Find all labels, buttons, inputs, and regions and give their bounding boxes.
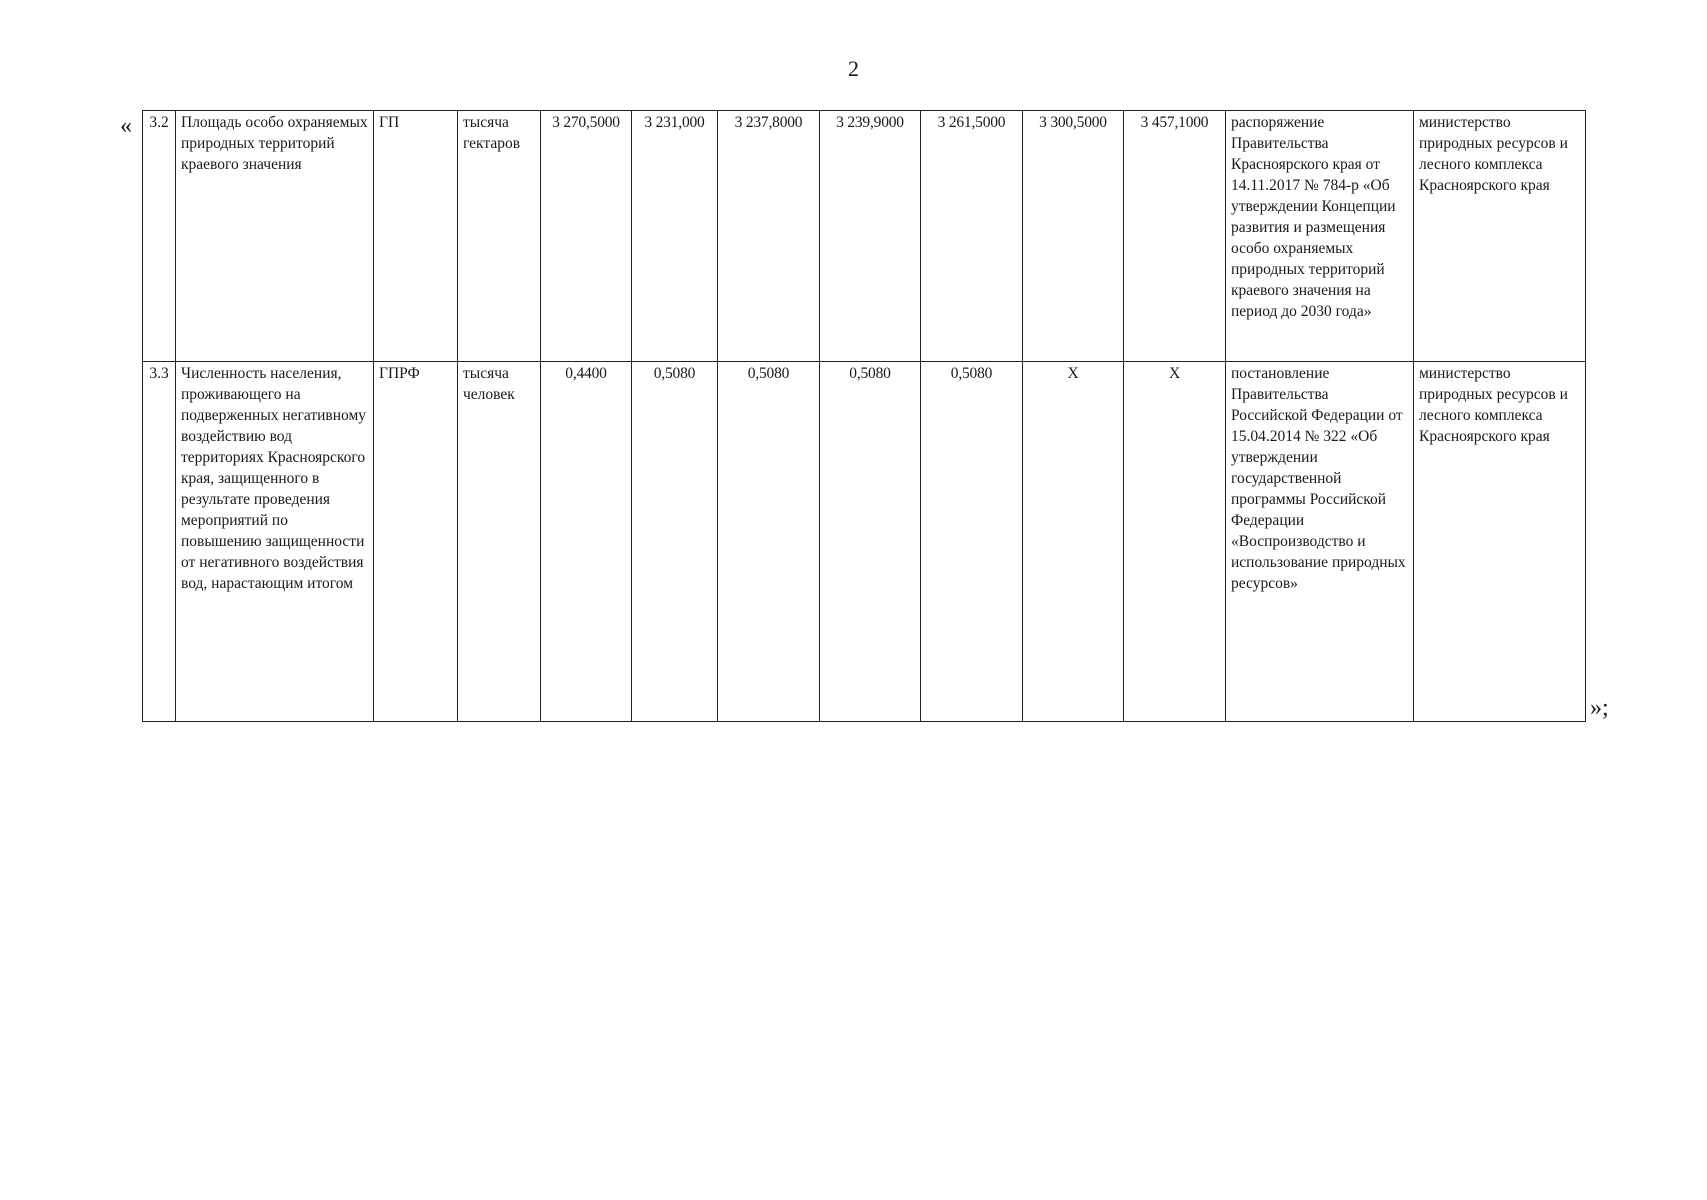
indicator-value: 3 270,5000 [541, 111, 632, 362]
indicator-value: Х [1023, 362, 1124, 722]
source-type: ГПРФ [374, 362, 458, 722]
indicator-value: 0,5080 [718, 362, 820, 722]
indicator-name: Площадь особо охраняемых природных территорий краевого значения [176, 111, 374, 362]
page-number: 2 [848, 56, 859, 81]
indicator-value: 3 300,5000 [1023, 111, 1124, 362]
indicator-value: 3 237,8000 [718, 111, 820, 362]
unit-of-measure: тысяча человек [458, 362, 541, 722]
indicator-value: 3 231,000 [632, 111, 718, 362]
table-row [143, 362, 1586, 722]
row-number: 3.3 [143, 362, 176, 722]
responsible-body: министерство природных ресурсов и лесного комплекса Красноярского края [1414, 362, 1586, 722]
indicator-value: 0,4400 [541, 362, 632, 722]
row-number: 3.2 [143, 111, 176, 362]
legal-document: постановление Правительства Российской Федерации от 15.04.2014 № 322 «Об утверждении государственной программы Российской Федерации «Воспроизводство и использование природных ресурсов» [1226, 362, 1414, 722]
table-row [143, 111, 1586, 362]
indicator-value: 0,5080 [820, 362, 921, 722]
unit-of-measure: тысяча гектаров [458, 111, 541, 362]
indicator-value: 3 457,1000 [1124, 111, 1226, 362]
indicators-table [142, 110, 1586, 722]
indicator-value: Х [1124, 362, 1226, 722]
indicator-value: 0,5080 [632, 362, 718, 722]
indicator-value: 3 261,5000 [921, 111, 1023, 362]
responsible-body: министерство природных ресурсов и лесного комплекса Красноярского края [1414, 111, 1586, 362]
opening-quote: « [120, 113, 132, 139]
source-type: ГП [374, 111, 458, 362]
indicator-value: 3 239,9000 [820, 111, 921, 362]
indicator-name: Численность населения, проживающего на подверженных негативному воздействию вод территориях Красноярского края, защищенного в результате проведения мероприятий по повышению защищенности от негативного воздействия вод, нарастающим итогом [176, 362, 374, 722]
indicator-value: 0,5080 [921, 362, 1023, 722]
legal-document: распоряжение Правительства Красноярского края от 14.11.2017 № 784-р «Об утверждении Концепции развития и размещения особо охраняемых природных территорий краевого значения на период до 2030 года» [1226, 111, 1414, 362]
closing-quote: »; [1590, 695, 1609, 721]
